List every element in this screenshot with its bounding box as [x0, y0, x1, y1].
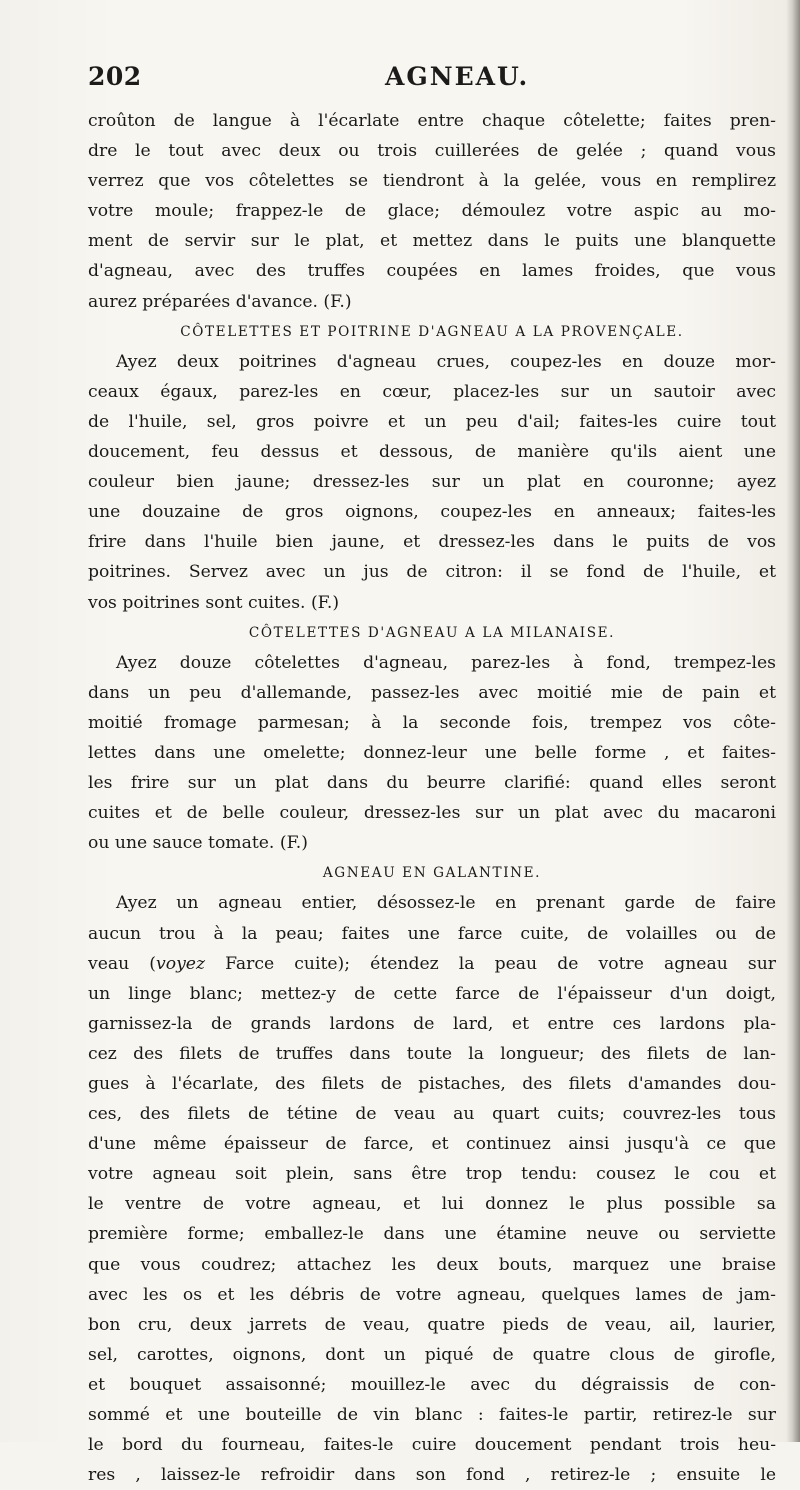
running-title: AGNEAU.	[385, 62, 530, 91]
text-line: d'une même épaisseur de farce, et continuez ainsi jusqu'à ce que	[88, 1134, 776, 1155]
text-line: votre agneau soit plein, sans être trop tendu: cousez le cou et	[88, 1164, 776, 1185]
text-line: le bord du fourneau, faites-le cuire doucement pendant trois heu-	[88, 1435, 776, 1456]
text-line: avec les os et les débris de votre agneau, quelques lames de jam-	[88, 1284, 776, 1305]
text-line: dans un peu d'allemande, passez-les avec moitié mie de pain et	[88, 682, 776, 703]
text-line: sel, carottes, oignons, dont un piqué de quatre clous de girofle,	[88, 1344, 776, 1365]
text-line: première forme; emballez-le dans une étamine neuve ou serviette	[88, 1224, 776, 1245]
text-line: le ventre de votre agneau, et lui donnez le plus possible sa	[88, 1194, 776, 1215]
text-fragment: veau (	[88, 953, 157, 974]
text-line: les frire sur un plat dans du beurre clarifié: quand elles seront	[88, 773, 776, 794]
section-heading-galantine: AGNEAU EN GALANTINE.	[322, 865, 542, 882]
page-header	[88, 62, 778, 98]
text-line: Ayez deux poitrines d'agneau crues, coupez-les en douze mor-	[116, 351, 776, 372]
text-line: votre moule; frappez-le de glace; démoulez votre aspic au mo-	[88, 201, 776, 222]
text-line: ment de servir sur le plat, et mettez dans le puits une blanquette	[88, 231, 776, 252]
text-line: bon cru, deux jarrets de veau, quatre pieds de veau, ail, laurier,	[88, 1314, 776, 1335]
text-line: garnissez-la de grands lardons de lard, et entre ces lardons pla-	[88, 1013, 776, 1034]
section-heading-provencale: CÔTELETTES ET POITRINE D'AGNEAU A LA PROVENÇALE.	[180, 323, 684, 340]
text-line: poitrines. Servez avec un jus de citron: il se fond de l'huile, et	[88, 562, 776, 583]
text-line: d'agneau, avec des truffes coupées en lames froides, que vous	[88, 261, 776, 282]
text-line: ces, des filets de tétine de veau au quart cuits; couvrez-les tous	[88, 1104, 776, 1125]
text-line: couleur bien jaune; dressez-les sur un plat en couronne; ayez	[88, 472, 776, 493]
text-fragment: Farce cuite); étendez la peau de votre agneau sur	[205, 953, 776, 974]
section-heading-milanaise: CÔTELETTES D'AGNEAU A LA MILANAISE.	[248, 624, 616, 641]
text-line: cuites et de belle couleur, dressez-les sur un plat avec du macaroni	[88, 803, 776, 824]
text-line: ceaux égaux, parez-les en cœur, placez-les sur un sautoir avec	[88, 381, 776, 402]
text-line: croûton de langue à l'écarlate entre chaque côtelette; faites pren-	[88, 111, 776, 131]
text-line: sommé et une bouteille de vin blanc : faites-le partir, retirez-le sur	[88, 1405, 776, 1426]
text-line: dre le tout avec deux ou trois cuillerées de gelée ; quand vous	[88, 141, 776, 162]
text-line: Ayez douze côtelettes d'agneau, parez-les à fond, trempez-les	[116, 652, 776, 673]
text-line: cez des filets de truffes dans toute la longueur; des filets de lan-	[88, 1043, 776, 1064]
text-line: aucun trou à la peau; faites une farce cuite, de volailles ou de	[88, 923, 776, 944]
page-number: 202	[88, 62, 142, 91]
text-line: et bouquet assaisonné; mouillez-le avec du dégraissis de con-	[88, 1374, 776, 1395]
text-line: une douzaine de gros oignons, coupez-les en anneaux; faites-les	[88, 502, 776, 523]
text-line: de l'huile, sel, gros poivre et un peu d'ail; faites-les cuire tout	[88, 411, 776, 432]
text-line: aurez préparées d'avance. (F.)	[88, 291, 352, 312]
page-body	[88, 106, 776, 1490]
text-line	[88, 949, 776, 979]
text-line: moitié fromage parmesan; à la seconde fois, trempez vos côte-	[88, 712, 776, 733]
italic-reference: voyez	[156, 953, 206, 974]
text-line: un linge blanc; mettez-y de cette farce de l'épaisseur d'un doigt,	[88, 983, 776, 1004]
text-line: lettes dans une omelette; donnez-leur une belle forme , et faites-	[88, 742, 776, 763]
text-line: res , laissez-le refroidir dans son fond , retirez-le ; ensuite le	[88, 1465, 776, 1486]
text-line: verrez que vos côtelettes se tiendront à la gelée, vous en remplirez	[88, 171, 776, 192]
text-line: gues à l'écarlate, des filets de pistaches, des filets d'amandes dou-	[88, 1074, 776, 1094]
text-line: frire dans l'huile bien jaune, et dressez-les dans le puits de vos	[88, 532, 776, 553]
text-line: ou une sauce tomate. (F.)	[88, 833, 308, 854]
text-line: Ayez un agneau entier, désossez-le en prenant garde de faire	[116, 893, 776, 914]
text-line: que vous coudrez; attachez les deux bouts, marquez une braise	[88, 1254, 776, 1275]
page-edge-shadow	[786, 0, 800, 1442]
text-line: doucement, feu dessus et dessous, de manière qu'ils aient une	[88, 442, 776, 463]
text-line: vos poitrines sont cuites. (F.)	[88, 592, 340, 613]
